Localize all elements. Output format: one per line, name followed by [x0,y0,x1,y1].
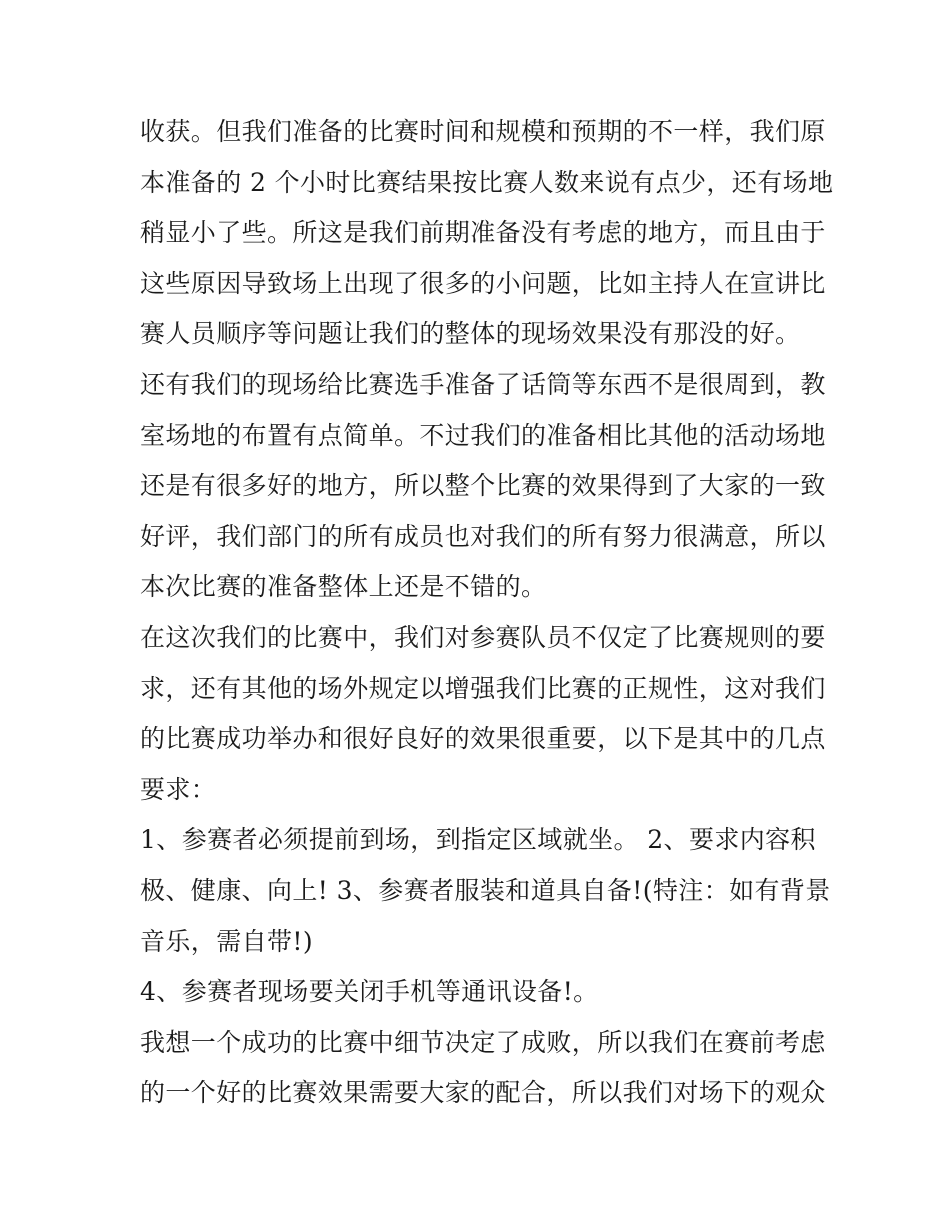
text-line: 的一个好的比赛效果需要大家的配合，所以我们对场下的观众 [140,1078,826,1108]
text-line: 4、参赛者现场要关闭手机等通讯设备!。 [140,977,599,1007]
text-line: 的比赛成功举办和很好良好的效果很重要，以下是其中的几点 [140,724,826,754]
text-line: 我想一个成功的比赛中细节决定了成败，所以我们在赛前考虑 [140,1027,826,1057]
text-line: 本准备的 2 个小时比赛结果按比赛人数来说有点少，还有场地 [140,167,834,197]
text-line: 这些原因导致场上出现了很多的小问题，比如主持人在宣讲比 [140,268,826,298]
text-line: 稍显小了些。所这是我们前期准备没有考虑的地方，而且由于 [140,218,826,248]
text-line: 极、健康、向上! 3、参赛者服装和道具自备!(特注：如有背景 [140,875,831,905]
text-line: 好评，我们部门的所有成员也对我们的所有努力很满意，所以 [140,521,826,551]
text-line: 室场地的布置有点简单。不过我们的准备相比其他的活动场地 [140,420,826,450]
text-line: 收获。但我们准备的比赛时间和规模和预期的不一样，我们原 [140,117,826,146]
text-line: 1、参赛者必须提前到场，到指定区域就坐。 2、要求内容积 [140,825,816,855]
text-line: 赛人员顺序等问题让我们的整体的现场效果没有那没的好。 [140,319,801,349]
text-line: 音乐，需自带!) [140,926,314,956]
document-body [140,107,834,1119]
text-line: 在这次我们的比赛中，我们对参赛队员不仅定了比赛规则的要 [140,622,826,652]
text-line: 要求： [140,774,217,804]
text-line: 还有我们的现场给比赛选手准备了话筒等东西不是很周到，教 [140,369,826,399]
text-line: 还是有很多好的地方，所以整个比赛的效果得到了大家的一致 [140,471,826,501]
text-line: 求，还有其他的场外规定以增强我们比赛的正规性，这对我们 [140,673,826,703]
text-line: 本次比赛的准备整体上还是不错的。 [140,572,547,602]
